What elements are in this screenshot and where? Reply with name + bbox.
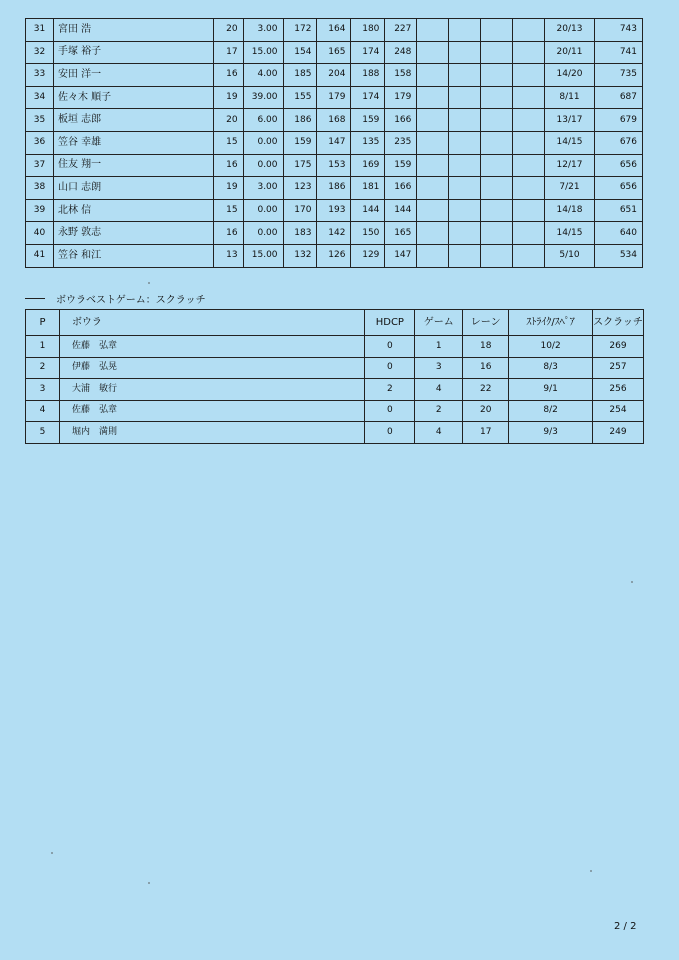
empty-cell — [481, 86, 513, 109]
scan-speck — [51, 852, 53, 854]
lane-cell: 22 — [463, 379, 509, 401]
lane-cell: 17 — [463, 422, 509, 444]
empty-cell — [449, 64, 481, 87]
total-cell: 741 — [594, 41, 642, 64]
ranking-row — [26, 109, 643, 132]
scratch-cell: 257 — [593, 357, 644, 379]
game-cell: 4 — [415, 379, 463, 401]
name-cell: 北林 信 — [53, 199, 213, 222]
total-cell: 743 — [594, 19, 642, 42]
position-cell: 4 — [26, 400, 60, 422]
name-cell: 山口 志朗 — [53, 177, 213, 200]
empty-cell — [513, 222, 545, 245]
rank-cell: 36 — [26, 131, 54, 154]
empty-cell — [417, 244, 449, 267]
game-cell: 1 — [415, 336, 463, 358]
game4-cell: 159 — [385, 154, 417, 177]
game1-cell: 154 — [283, 41, 317, 64]
ratio-cell: 14/18 — [545, 199, 595, 222]
game2-cell: 165 — [317, 41, 351, 64]
empty-cell — [481, 199, 513, 222]
game1-cell: 183 — [283, 222, 317, 245]
empty-cell — [417, 177, 449, 200]
header-scratch: スクラッチ — [593, 310, 644, 336]
bowler-cell: 佐藤 弘章 — [59, 336, 364, 358]
empty-cell — [449, 86, 481, 109]
ratio-cell: 7/21 — [545, 177, 595, 200]
empty-cell — [513, 19, 545, 42]
games-cell: 15 — [213, 199, 243, 222]
ranking-row — [26, 131, 643, 154]
ranking-row — [26, 177, 643, 200]
lane-cell: 18 — [463, 336, 509, 358]
header-game: ゲーム — [415, 310, 463, 336]
total-cell: 651 — [594, 199, 642, 222]
best-game-header-row — [26, 310, 644, 336]
ratio-cell: 14/15 — [545, 131, 595, 154]
empty-cell — [513, 199, 545, 222]
rank-cell: 34 — [26, 86, 54, 109]
hdcp-cell: 2 — [365, 379, 415, 401]
ranking-table — [25, 18, 643, 268]
best-game-row — [26, 422, 644, 444]
hdcp-cell: 15.00 — [243, 244, 283, 267]
game1-cell: 123 — [283, 177, 317, 200]
ranking-row — [26, 154, 643, 177]
rank-cell: 40 — [26, 222, 54, 245]
empty-cell — [417, 19, 449, 42]
rank-cell: 33 — [26, 64, 54, 87]
game4-cell: 179 — [385, 86, 417, 109]
hdcp-cell: 0.00 — [243, 154, 283, 177]
total-cell: 676 — [594, 131, 642, 154]
ratio-cell: 12/17 — [545, 154, 595, 177]
game3-cell: 169 — [351, 154, 385, 177]
bowler-cell: 伊藤 弘晃 — [59, 357, 364, 379]
game1-cell: 172 — [283, 19, 317, 42]
empty-cell — [481, 177, 513, 200]
game3-cell: 129 — [351, 244, 385, 267]
hdcp-cell: 6.00 — [243, 109, 283, 132]
name-cell: 手塚 裕子 — [53, 41, 213, 64]
ranking-row — [26, 41, 643, 64]
game-cell: 3 — [415, 357, 463, 379]
hdcp-cell: 0 — [365, 357, 415, 379]
ranking-row — [26, 222, 643, 245]
best-game-row — [26, 357, 644, 379]
hdcp-cell: 0 — [365, 336, 415, 358]
game3-cell: 144 — [351, 199, 385, 222]
ratio-cell: 14/20 — [545, 64, 595, 87]
rank-cell: 39 — [26, 199, 54, 222]
bowler-cell: 堀内 満則 — [59, 422, 364, 444]
game3-cell: 180 — [351, 19, 385, 42]
game1-cell: 170 — [283, 199, 317, 222]
game4-cell: 158 — [385, 64, 417, 87]
best-game-row — [26, 379, 644, 401]
ranking-row — [26, 199, 643, 222]
lane-cell: 20 — [463, 400, 509, 422]
empty-cell — [417, 199, 449, 222]
game3-cell: 188 — [351, 64, 385, 87]
game3-cell: 150 — [351, 222, 385, 245]
games-cell: 20 — [213, 19, 243, 42]
section-line — [25, 298, 45, 299]
game4-cell: 235 — [385, 131, 417, 154]
best-game-table — [25, 309, 644, 444]
games-cell: 20 — [213, 109, 243, 132]
total-cell: 656 — [594, 154, 642, 177]
rank-cell: 35 — [26, 109, 54, 132]
page-number: 2 / 2 — [614, 921, 637, 932]
games-cell: 16 — [213, 154, 243, 177]
hdcp-cell: 39.00 — [243, 86, 283, 109]
hdcp-cell: 3.00 — [243, 19, 283, 42]
game2-cell: 126 — [317, 244, 351, 267]
empty-cell — [481, 109, 513, 132]
empty-cell — [417, 154, 449, 177]
hdcp-cell: 0.00 — [243, 131, 283, 154]
games-cell: 19 — [213, 177, 243, 200]
strike-spare-cell: 9/3 — [509, 422, 593, 444]
game3-cell: 174 — [351, 41, 385, 64]
empty-cell — [513, 177, 545, 200]
game1-cell: 159 — [283, 131, 317, 154]
game-cell: 4 — [415, 422, 463, 444]
empty-cell — [513, 41, 545, 64]
total-cell: 735 — [594, 64, 642, 87]
total-cell: 679 — [594, 109, 642, 132]
rank-cell: 32 — [26, 41, 54, 64]
position-cell: 2 — [26, 357, 60, 379]
game4-cell: 165 — [385, 222, 417, 245]
rank-cell: 41 — [26, 244, 54, 267]
empty-cell — [449, 19, 481, 42]
empty-cell — [417, 131, 449, 154]
position-cell: 5 — [26, 422, 60, 444]
ranking-row — [26, 19, 643, 42]
game3-cell: 174 — [351, 86, 385, 109]
name-cell: 笠谷 和江 — [53, 244, 213, 267]
empty-cell — [513, 86, 545, 109]
bowler-cell: 佐藤 弘章 — [59, 400, 364, 422]
empty-cell — [449, 222, 481, 245]
games-cell: 16 — [213, 64, 243, 87]
empty-cell — [481, 131, 513, 154]
empty-cell — [481, 244, 513, 267]
total-cell: 640 — [594, 222, 642, 245]
empty-cell — [513, 64, 545, 87]
scratch-cell: 269 — [593, 336, 644, 358]
game-cell: 2 — [415, 400, 463, 422]
hdcp-cell: 0.00 — [243, 199, 283, 222]
scan-speck — [590, 870, 592, 872]
games-cell: 19 — [213, 86, 243, 109]
empty-cell — [417, 64, 449, 87]
ratio-cell: 5/10 — [545, 244, 595, 267]
empty-cell — [417, 86, 449, 109]
game3-cell: 181 — [351, 177, 385, 200]
hdcp-cell: 4.00 — [243, 64, 283, 87]
game2-cell: 179 — [317, 86, 351, 109]
empty-cell — [481, 64, 513, 87]
empty-cell — [449, 154, 481, 177]
total-cell: 656 — [594, 177, 642, 200]
strike-spare-cell: 8/3 — [509, 357, 593, 379]
strike-spare-cell: 8/2 — [509, 400, 593, 422]
ranking-row — [26, 64, 643, 87]
header-p: P — [26, 310, 60, 336]
game2-cell: 204 — [317, 64, 351, 87]
strike-spare-cell: 9/1 — [509, 379, 593, 401]
empty-cell — [481, 154, 513, 177]
rank-cell: 37 — [26, 154, 54, 177]
scan-speck — [148, 882, 150, 884]
scan-speck — [148, 282, 150, 284]
game4-cell: 144 — [385, 199, 417, 222]
hdcp-cell: 3.00 — [243, 177, 283, 200]
name-cell: 安田 洋一 — [53, 64, 213, 87]
hdcp-cell: 0.00 — [243, 222, 283, 245]
empty-cell — [513, 154, 545, 177]
game2-cell: 168 — [317, 109, 351, 132]
scratch-cell: 249 — [593, 422, 644, 444]
name-cell: 笠谷 幸雄 — [53, 131, 213, 154]
empty-cell — [417, 222, 449, 245]
game1-cell: 175 — [283, 154, 317, 177]
header-bowler: ボウラ — [59, 310, 364, 336]
empty-cell — [449, 131, 481, 154]
scan-speck — [631, 581, 633, 583]
total-cell: 687 — [594, 86, 642, 109]
header-lane: レーン — [463, 310, 509, 336]
empty-cell — [513, 244, 545, 267]
header-strike-spare: ｽﾄﾗｲｸ/ｽﾍﾟｱ — [509, 310, 593, 336]
game4-cell: 147 — [385, 244, 417, 267]
game4-cell: 166 — [385, 109, 417, 132]
game3-cell: 159 — [351, 109, 385, 132]
game1-cell: 185 — [283, 64, 317, 87]
game2-cell: 153 — [317, 154, 351, 177]
game2-cell: 193 — [317, 199, 351, 222]
empty-cell — [449, 177, 481, 200]
game2-cell: 186 — [317, 177, 351, 200]
game4-cell: 166 — [385, 177, 417, 200]
ratio-cell: 13/17 — [545, 109, 595, 132]
ratio-cell: 14/15 — [545, 222, 595, 245]
scratch-cell: 254 — [593, 400, 644, 422]
games-cell: 17 — [213, 41, 243, 64]
hdcp-cell: 0 — [365, 422, 415, 444]
best-game-title: ボウラベストゲーム：スクラッチ — [56, 295, 206, 306]
empty-cell — [449, 109, 481, 132]
total-cell: 534 — [594, 244, 642, 267]
game2-cell: 147 — [317, 131, 351, 154]
empty-cell — [449, 41, 481, 64]
header-hdcp: HDCP — [365, 310, 415, 336]
rank-cell: 38 — [26, 177, 54, 200]
name-cell: 佐々木 順子 — [53, 86, 213, 109]
game4-cell: 227 — [385, 19, 417, 42]
empty-cell — [481, 41, 513, 64]
empty-cell — [417, 109, 449, 132]
empty-cell — [481, 222, 513, 245]
hdcp-cell: 0 — [365, 400, 415, 422]
games-cell: 16 — [213, 222, 243, 245]
hdcp-cell: 15.00 — [243, 41, 283, 64]
ratio-cell: 20/13 — [545, 19, 595, 42]
ratio-cell: 8/11 — [545, 86, 595, 109]
empty-cell — [449, 199, 481, 222]
rank-cell: 31 — [26, 19, 54, 42]
ranking-row — [26, 86, 643, 109]
name-cell: 住友 翔一 — [53, 154, 213, 177]
best-game-row — [26, 400, 644, 422]
games-cell: 15 — [213, 131, 243, 154]
bowler-cell: 大浦 敏行 — [59, 379, 364, 401]
game3-cell: 135 — [351, 131, 385, 154]
strike-spare-cell: 10/2 — [509, 336, 593, 358]
empty-cell — [513, 109, 545, 132]
game1-cell: 132 — [283, 244, 317, 267]
name-cell: 板垣 志郎 — [53, 109, 213, 132]
ratio-cell: 20/11 — [545, 41, 595, 64]
position-cell: 3 — [26, 379, 60, 401]
game1-cell: 155 — [283, 86, 317, 109]
empty-cell — [513, 131, 545, 154]
empty-cell — [481, 19, 513, 42]
best-game-row — [26, 336, 644, 358]
lane-cell: 16 — [463, 357, 509, 379]
game2-cell: 142 — [317, 222, 351, 245]
name-cell: 宮田 浩 — [53, 19, 213, 42]
empty-cell — [449, 244, 481, 267]
game1-cell: 186 — [283, 109, 317, 132]
games-cell: 13 — [213, 244, 243, 267]
game2-cell: 164 — [317, 19, 351, 42]
empty-cell — [417, 41, 449, 64]
name-cell: 永野 敦志 — [53, 222, 213, 245]
position-cell: 1 — [26, 336, 60, 358]
ranking-row — [26, 244, 643, 267]
game4-cell: 248 — [385, 41, 417, 64]
scratch-cell: 256 — [593, 379, 644, 401]
